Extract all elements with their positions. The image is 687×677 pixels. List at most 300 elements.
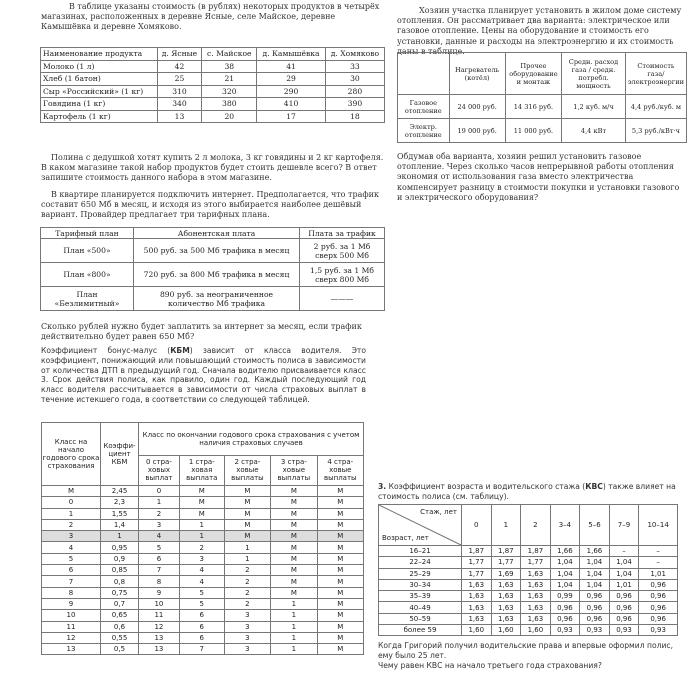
table-cell: 19 000 руб. [449, 119, 505, 143]
table-cell: 0,55 [101, 632, 139, 643]
table-cell: 0,85 [101, 565, 139, 576]
table-cell: 2,3 [101, 497, 139, 508]
header-cell: 1 стра-ховая выплата [179, 455, 224, 485]
table-cell: 25 [157, 73, 202, 86]
table-cell: 890 руб. за неограниченное количество Мб трафика [134, 287, 300, 311]
corner-cell [379, 505, 462, 546]
table-cell: 720 руб. за 800 Мб трафика в месяц [134, 263, 300, 287]
table-row [42, 565, 364, 576]
table-cell: 3 [224, 632, 270, 643]
task5-question [378, 641, 678, 670]
table-cell: М [317, 565, 363, 576]
table-row [41, 98, 385, 111]
task2-intro: В квартире планируется подключить интернет. Предполагается, что трафик составит 650 Мб в месяц, и исходя из этого выбирается наиболее дешёвый вариант. Провайдер предлагает три тарифных плана. [41, 190, 379, 220]
table-cell: 6 [42, 565, 101, 576]
table-cell: 1 [42, 508, 101, 519]
table-cell: 1 [139, 497, 180, 508]
table-cell: Картофель (1 кг) [41, 110, 158, 123]
table-cell: 0,6 [101, 621, 139, 632]
table-cell: М [271, 508, 317, 519]
table-row [379, 625, 678, 636]
table-cell: 1 [101, 531, 139, 542]
table-cell: 0,7 [101, 598, 139, 609]
table-cell: М [317, 508, 363, 519]
intro-text: Коэффициент бонус-малус ( [41, 346, 171, 355]
table-cell: – [639, 557, 678, 568]
table-cell: 30–34 [379, 579, 462, 590]
table-cell: 5 [179, 587, 224, 598]
table-cell: 6 [139, 553, 180, 564]
table-cell: 4,4 руб./куб. м [625, 95, 686, 119]
table-cell: 1,60 [521, 625, 551, 636]
table-cell: 30 [325, 73, 384, 86]
table-cell: 0,8 [101, 576, 139, 587]
table-cell: 1,04 [580, 579, 610, 590]
task2-question: Сколько рублей нужно будет заплатить за интернет за месяц, если трафик действительно будет равен 650 Мб? [41, 322, 362, 342]
header-cell: 0 [462, 505, 492, 546]
table-cell: 16–21 [379, 546, 462, 557]
intro-text: ) также влияет на стоимость полиса (см. таблицу). [378, 482, 676, 501]
table-row [398, 119, 687, 143]
table-cell: 1,04 [609, 568, 639, 579]
table-row [42, 519, 364, 530]
table-cell: М [179, 508, 224, 519]
table-row [379, 557, 678, 568]
header-cell: д. Ясные [157, 48, 202, 61]
header-cell: 3–4 [550, 505, 580, 546]
table-cell: 11 [42, 621, 101, 632]
table-cell: М [224, 531, 270, 542]
table-cell: 22–24 [379, 557, 462, 568]
header-cell: Плата за трафик [300, 228, 385, 239]
task3-intro [41, 346, 366, 405]
table-cell: 1,63 [491, 613, 521, 624]
table-row [42, 598, 364, 609]
table-cell: 0 [139, 486, 180, 497]
header-cell: Стоимость газа/электроэнергии [625, 53, 686, 95]
table-cell: 4 [179, 565, 224, 576]
table-cell: План «500» [41, 239, 134, 263]
table-cell: 0,5 [101, 644, 139, 655]
table-cell: 3 [224, 621, 270, 632]
table-cell: 1 [224, 553, 270, 564]
table-cell: 3 [224, 644, 270, 655]
header-cell: 10–14 [639, 505, 678, 546]
table-cell: 8 [42, 587, 101, 598]
table-cell: 7 [42, 576, 101, 587]
table-cell: М [271, 565, 317, 576]
table-cell: 1,04 [609, 557, 639, 568]
table-cell: 4 [179, 576, 224, 587]
table-cell: 0,96 [550, 613, 580, 624]
table-cell: 11 [139, 610, 180, 621]
table-cell: 2 [224, 565, 270, 576]
table-cell: М [271, 497, 317, 508]
table-cell: 6 [179, 610, 224, 621]
table-cell: 0,96 [609, 613, 639, 624]
table-cell: 1,01 [609, 579, 639, 590]
price-table [40, 47, 385, 123]
table-cell: 0,93 [609, 625, 639, 636]
table-cell: 9 [42, 598, 101, 609]
heating-table-header [398, 53, 687, 95]
table-cell: М [224, 508, 270, 519]
table-cell: 3 [224, 610, 270, 621]
table-cell: 3 [179, 553, 224, 564]
table-cell: 500 руб. за 500 Мб трафика в месяц [134, 239, 300, 263]
table-row [41, 85, 385, 98]
table-cell: 0,9 [101, 553, 139, 564]
table-cell: М [317, 542, 363, 553]
table-cell: М [271, 576, 317, 587]
table-cell: М [317, 497, 363, 508]
table-row [42, 553, 364, 564]
table-cell: 2,45 [101, 486, 139, 497]
header-cell: 2 стра-ховые выплаты [224, 455, 270, 485]
table-cell: 18 [325, 110, 384, 123]
table-cell: 1,55 [101, 508, 139, 519]
header-cell: д. Камышёвка [257, 48, 326, 61]
table-cell: М [317, 576, 363, 587]
table-cell: 2 [224, 576, 270, 587]
table-cell: 1,63 [491, 591, 521, 602]
table-cell: М [317, 598, 363, 609]
table-cell: 1,63 [462, 579, 492, 590]
table-cell: 13 [139, 632, 180, 643]
header-cell: Нагреватель (котёл) [449, 53, 505, 95]
table-cell: ——— [300, 287, 385, 311]
table-cell: – [609, 546, 639, 557]
table-cell: 1,01 [639, 568, 678, 579]
table-cell: 0,99 [550, 591, 580, 602]
table-row [42, 610, 364, 621]
table-cell: 29 [257, 73, 326, 86]
table-cell: 0,96 [609, 602, 639, 613]
table-cell: Электр. отопление [398, 119, 450, 143]
table-cell: 1,63 [521, 591, 551, 602]
table-cell: 1,77 [462, 557, 492, 568]
table-cell: 1,63 [462, 602, 492, 613]
intro-text: ) зависит от класса водителя. Это коэффициент, понижающий или повышающий стоимость полиса в зависимости от количества ДТП в предыдущий год. Сначала водителю присваивается класс 3. Срок действия полиса, как правило, один год. Каждый последующий год класс водителя рассчитывается в зависимости от числа страховых выплат в течение истекшего года, в соответствии со следующей таблицей. [41, 346, 366, 404]
table-cell: М [224, 519, 270, 530]
table-cell: 280 [325, 85, 384, 98]
table-cell: М [271, 486, 317, 497]
table-cell: 0,65 [101, 610, 139, 621]
table-cell: 1,2 куб. м/ч [562, 95, 626, 119]
table-cell: Говядина (1 кг) [41, 98, 158, 111]
table-cell: 10 [139, 598, 180, 609]
table-cell: 320 [202, 85, 257, 98]
tariff-table-header [41, 228, 385, 239]
table-cell: 13 [42, 644, 101, 655]
table-cell: План «Безлимитный» [41, 287, 134, 311]
table-cell: 35–39 [379, 591, 462, 602]
header-cell: 3 стра-ховые выплаты [271, 455, 317, 485]
table-cell: М [271, 587, 317, 598]
table-cell: 24 000 руб. [449, 95, 505, 119]
table-cell: 1 [271, 632, 317, 643]
table-row [42, 508, 364, 519]
table-cell: 1 [179, 519, 224, 530]
header-cell: 5–6 [580, 505, 610, 546]
kvs-table-header [379, 505, 678, 546]
header-cell: 1 [491, 505, 521, 546]
table-cell: 1,63 [491, 579, 521, 590]
table-cell: М [317, 632, 363, 643]
header-cell: 4 стра-ховые выплаты [317, 455, 363, 485]
table-cell: 4 [42, 542, 101, 553]
table-row [42, 542, 364, 553]
table-row [42, 497, 364, 508]
table-cell: 2 [42, 519, 101, 530]
table-cell: 1,77 [462, 568, 492, 579]
table-cell: М [271, 542, 317, 553]
table-cell: 1,87 [521, 546, 551, 557]
header-cell: Класс по окончании годового срока страхования с учетом наличия страховых случаев [139, 423, 364, 456]
header-cell: Средн. расход газа / средн. потребл. мощность [562, 53, 626, 95]
intro-text: Коэффициент возраста и водительского стажа ( [388, 482, 586, 491]
table-row [379, 579, 678, 590]
header-cell: Тарифный план [41, 228, 134, 239]
table-cell: М [317, 531, 363, 542]
table-cell: 40–49 [379, 602, 462, 613]
table-cell: М [317, 587, 363, 598]
table-cell: 1,77 [521, 557, 551, 568]
table-cell: 33 [325, 60, 384, 73]
header-cell: Абонентская плата [134, 228, 300, 239]
table-cell: 1,63 [521, 568, 551, 579]
table-cell: 1,04 [580, 557, 610, 568]
table-cell: М [224, 497, 270, 508]
table-cell: 1,04 [550, 579, 580, 590]
header-cell: 2 [521, 505, 551, 546]
table-cell: 1 [271, 644, 317, 655]
table-cell: 1 [271, 598, 317, 609]
table-cell: 1,5 руб. за 1 Мб сверх 800 Мб [300, 263, 385, 287]
table-cell: 17 [257, 110, 326, 123]
header-cell: 7–9 [609, 505, 639, 546]
table-cell: 380 [202, 98, 257, 111]
table-cell: 5 [42, 553, 101, 564]
table-cell: М [179, 497, 224, 508]
corner-bottom-label: Возраст, лет [382, 534, 429, 542]
table-cell: 1,63 [521, 579, 551, 590]
table-row [41, 110, 385, 123]
table-cell: М [317, 610, 363, 621]
table-cell: 0,96 [639, 602, 678, 613]
table-row [379, 546, 678, 557]
table-cell: 5 [139, 542, 180, 553]
kvs-table [378, 504, 678, 636]
task1-intro: В таблице указаны стоимость (в рублях) некоторых продуктов в четырёх магазинах, расположенных в деревне Ясные, селе Майское, деревне Камышёвка и деревне Хомяково. [41, 2, 380, 32]
table-row [41, 287, 385, 311]
tariff-table [40, 227, 385, 311]
table-cell: 6 [179, 621, 224, 632]
table-cell: 1 [179, 531, 224, 542]
table-cell: 3 [139, 519, 180, 530]
table-cell: М [317, 519, 363, 530]
table-cell: 7 [139, 565, 180, 576]
kvs-abbr: КВС [585, 482, 603, 491]
table-row [41, 60, 385, 73]
table-cell: 2 руб. за 1 Мб сверх 500 Мб [300, 239, 385, 263]
table-cell: 4 [139, 531, 180, 542]
table-cell: 1 [224, 542, 270, 553]
table-cell: 1,66 [550, 546, 580, 557]
table-cell: 1,60 [491, 625, 521, 636]
table-cell: 3 [42, 531, 101, 542]
header-cell: Класс на начало годового срока страхования [42, 423, 101, 486]
table-row [42, 621, 364, 632]
header-cell: с. Майское [202, 48, 257, 61]
table-cell: 1,60 [462, 625, 492, 636]
table-row [42, 644, 364, 655]
header-cell: Прочее оборудование и монтаж [505, 53, 562, 95]
question-line: Когда Григорий получил водительские права и впервые оформил полис, ему было 25 лет. [378, 641, 673, 660]
kbm-table [41, 422, 364, 655]
table-row [42, 632, 364, 643]
table-cell: 0,96 [639, 579, 678, 590]
table-cell: 41 [257, 60, 326, 73]
table-cell: Молоко (1 л) [41, 60, 158, 73]
task5-intro [378, 482, 678, 502]
table-cell: более 59 [379, 625, 462, 636]
header-cell [398, 53, 450, 95]
table-cell: 1,63 [491, 602, 521, 613]
table-cell: 1,04 [550, 557, 580, 568]
table-row [41, 239, 385, 263]
table-cell: 1,87 [491, 546, 521, 557]
table-row [379, 602, 678, 613]
table-row [398, 95, 687, 119]
table-cell: 7 [179, 644, 224, 655]
table-cell: 2 [224, 598, 270, 609]
table-cell: 1 [271, 610, 317, 621]
table-cell: Сыр «Российский» (1 кг) [41, 85, 158, 98]
table-cell: 0,93 [639, 625, 678, 636]
table-cell: 0,96 [580, 602, 610, 613]
table-cell: – [639, 546, 678, 557]
table-cell: 1,69 [491, 568, 521, 579]
table-cell: 1,04 [550, 568, 580, 579]
table-cell: М [317, 486, 363, 497]
corner-top-label: Стаж, лет [420, 508, 457, 516]
table-cell: 1,66 [580, 546, 610, 557]
table-row [379, 591, 678, 602]
table-cell: М [317, 621, 363, 632]
header-cell: д. Хомяково [325, 48, 384, 61]
heating-table [397, 52, 687, 143]
table-cell: 2 [139, 508, 180, 519]
table-cell: 8 [139, 576, 180, 587]
table-cell: 12 [42, 632, 101, 643]
task4-question: Обдумав оба варианта, хозяин решил установить газовое отопление. Через сколько часов непрерывной работы отопления экономия от использования газа вместо электричества компенсирует разницу в стоимости покупки и установки газового и электрического оборудования? [397, 152, 680, 202]
table-cell: М [271, 531, 317, 542]
table-cell: 20 [202, 110, 257, 123]
table-cell: 11 000 руб. [505, 119, 562, 143]
table-cell: 0,96 [550, 602, 580, 613]
table-cell: М [317, 644, 363, 655]
table-cell: 1,63 [521, 602, 551, 613]
table-cell: 0,96 [580, 613, 610, 624]
table-cell: 10 [42, 610, 101, 621]
table-cell: 0,75 [101, 587, 139, 598]
table-row [379, 568, 678, 579]
table-cell: 1,63 [462, 591, 492, 602]
table-cell: 0,96 [639, 613, 678, 624]
price-table-header [41, 48, 385, 61]
table-row [42, 486, 364, 497]
table-cell: 290 [257, 85, 326, 98]
table-cell: М [224, 486, 270, 497]
table-cell: 1,63 [521, 613, 551, 624]
table-cell: 2 [224, 587, 270, 598]
table-row [379, 613, 678, 624]
header-cell: 0 стра-ховых выплат [139, 455, 180, 485]
table-cell: 13 [139, 644, 180, 655]
table-cell: 1,77 [491, 557, 521, 568]
task-number: 3. [378, 482, 387, 491]
table-cell: М [317, 553, 363, 564]
table-cell: 1,63 [462, 613, 492, 624]
table-cell: 1 [271, 621, 317, 632]
table-cell: 38 [202, 60, 257, 73]
table-cell: М [271, 519, 317, 530]
kbm-table-header [42, 423, 364, 456]
task4-intro: Хозяин участка планирует установить в жилом доме систему отопления. Он рассматривает два варианта: электрическое или газовое отопление. Цены на оборудование и стоимость его установки, данные и расходы на электроэнергию и их стоимость даны в таблице. [397, 6, 682, 56]
table-cell: 25–29 [379, 568, 462, 579]
table-row [42, 587, 364, 598]
table-cell: 50–59 [379, 613, 462, 624]
table-cell: 1,87 [462, 546, 492, 557]
table-cell: 14 316 руб. [505, 95, 562, 119]
table-cell: 410 [257, 98, 326, 111]
table-row [42, 531, 364, 542]
table-cell: 42 [157, 60, 202, 73]
table-cell: 13 [157, 110, 202, 123]
question-line: Чему равен КВС на начало третьего года страхования? [378, 660, 602, 670]
header-cell: Коэффи-циент КБМ [101, 423, 139, 486]
table-cell: М [271, 553, 317, 564]
table-cell: 5 [179, 598, 224, 609]
table-cell: Хлеб (1 батон) [41, 73, 158, 86]
table-row [41, 263, 385, 287]
table-cell: 0,96 [609, 591, 639, 602]
table-cell: 21 [202, 73, 257, 86]
table-cell: 2 [179, 542, 224, 553]
table-cell: 0,96 [580, 591, 610, 602]
table-row [42, 576, 364, 587]
table-cell: 0,95 [101, 542, 139, 553]
task1-question: Полина с дедушкой хотят купить 2 л молока, 3 кг говядины и 2 кг картофеля. В каком магазине такой набор продуктов будет стоить дешевле всего? В ответ запишите стоимость данного набора в этом магазине. [41, 153, 384, 183]
table-cell: 0,93 [580, 625, 610, 636]
table-cell: 12 [139, 621, 180, 632]
table-cell: 1,4 [101, 519, 139, 530]
table-cell: 0,93 [550, 625, 580, 636]
table-cell: Газовое отопление [398, 95, 450, 119]
table-cell: 1,04 [580, 568, 610, 579]
table-cell: 0,96 [639, 591, 678, 602]
table-row [41, 73, 385, 86]
table-cell: М [42, 486, 101, 497]
table-cell: М [179, 486, 224, 497]
table-cell: 310 [157, 85, 202, 98]
table-cell: 4,4 кВт [562, 119, 626, 143]
table-cell: 390 [325, 98, 384, 111]
table-cell: 6 [179, 632, 224, 643]
kbm-abbr: КБМ [170, 346, 190, 355]
table-cell: 5,3 руб./кВт·ч [625, 119, 686, 143]
